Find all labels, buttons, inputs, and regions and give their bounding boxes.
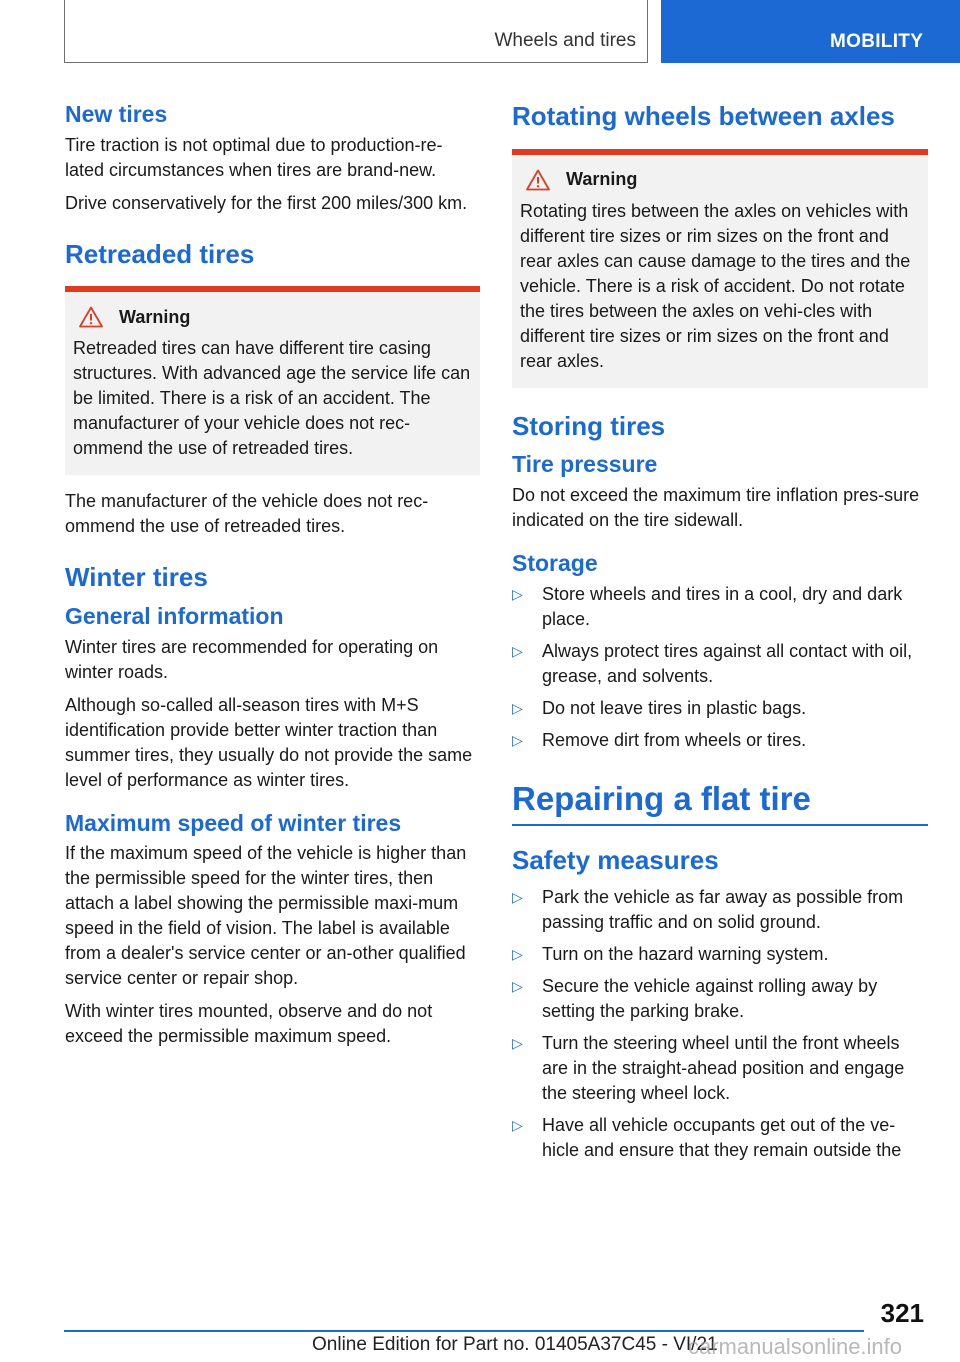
general-information-heading: General information xyxy=(65,602,284,629)
rotating-warning-title: Warning xyxy=(566,169,638,189)
triangle-bullet-icon: ▷ xyxy=(512,642,523,659)
left-column xyxy=(65,100,480,1057)
triangle-bullet-icon: ▷ xyxy=(512,699,523,716)
new-tires-paragraph-2: Drive conservatively for the first 200 miles/300 km. xyxy=(65,192,468,213)
winter-paragraph-4: With winter tires mounted, observe and do not exceed the permissible maximum speed. xyxy=(65,1001,433,1047)
list-item xyxy=(512,1113,928,1163)
safety-measures-heading: Safety measures xyxy=(512,845,719,876)
repairing-flat-tire-heading: Repairing a flat tire xyxy=(512,779,928,827)
storing-tires-heading: Storing tires xyxy=(512,410,666,441)
watermark: carmanualsonline.info xyxy=(688,1334,903,1359)
page-number: 321 xyxy=(880,1298,924,1328)
right-column xyxy=(512,100,928,1171)
footer-edition: Online Edition for Part no. 01405A37C45 - VI/21 xyxy=(312,1334,718,1355)
rotating-warning-text: Rotating tires between the axles on vehicles with different tire sizes or rim sizes on the front and rear axles can cause damage to the tires and the vehicle. There is a risk of accident. Do not rotate the tires between the axles on vehi-cles with different tire sizes or rim sizes on the front and rear axles. xyxy=(520,200,911,371)
list-item xyxy=(512,728,928,753)
list-item-text: Secure the vehicle against rolling away by setting the parking brake. xyxy=(542,975,878,1021)
list-item-text: Always protect tires against all contact with oil, grease, and solvents. xyxy=(542,640,913,686)
list-item-text: Park the vehicle as far away as possible from passing traffic and on solid ground. xyxy=(542,886,904,932)
tire-pressure-heading: Tire pressure xyxy=(512,451,658,477)
triangle-bullet-icon: ▷ xyxy=(512,731,523,748)
list-item xyxy=(512,582,928,632)
winter-paragraph-1: Winter tires are recommended for operating on winter roads. xyxy=(65,636,439,682)
list-item xyxy=(512,639,928,689)
rotating-warning-box xyxy=(512,149,928,388)
retreaded-warning-header xyxy=(73,306,472,328)
rotating-wheels-heading: Rotating wheels between axles xyxy=(512,101,895,131)
list-item xyxy=(512,696,928,721)
warning-triangle-icon xyxy=(526,169,550,191)
warning-triangle-icon xyxy=(79,306,103,328)
list-item xyxy=(512,942,928,967)
header-title: Wheels and tires xyxy=(494,30,636,51)
winter-paragraph-3: If the maximum speed of the vehicle is higher than the permissible speed for the winter tires, then attach a label showing the permissible maxi-mum speed in the field of vision. The label is available from a dealer's service center or an-other qualified service center or repair shop. xyxy=(65,843,467,989)
triangle-bullet-icon: ▷ xyxy=(512,888,523,905)
winter-paragraph-2: Although so-called all-season tires with M+S identification provide better winter traction than summer tires, they usually do not provide the same level of performance as winter tires. xyxy=(65,694,473,790)
header-section-tab xyxy=(661,0,960,63)
storage-heading: Storage xyxy=(512,549,598,576)
list-item-text: Store wheels and tires in a cool, dry and dark place. xyxy=(542,583,903,629)
retreaded-tires-heading: Retreaded tires xyxy=(65,238,255,269)
list-item-text: Remove dirt from wheels or tires. xyxy=(542,729,807,750)
maximum-speed-heading: Maximum speed of winter tires xyxy=(65,809,402,836)
triangle-bullet-icon: ▷ xyxy=(512,1034,523,1051)
new-tires-heading: New tires xyxy=(65,101,168,127)
triangle-bullet-icon: ▷ xyxy=(512,977,523,994)
list-item-text: Turn on the hazard warning system. xyxy=(542,943,829,964)
list-item-text: Turn the steering wheel until the front wheels are in the straight-ahead position and engage the steering wheel lock. xyxy=(542,1032,905,1103)
list-item xyxy=(512,1031,928,1106)
triangle-bullet-icon: ▷ xyxy=(512,585,523,602)
footer-divider xyxy=(64,1330,864,1332)
triangle-bullet-icon: ▷ xyxy=(512,1116,523,1133)
retreaded-warning-text: Retreaded tires can have different tire casing structures. With advanced age the service life can be limited. There is a risk of an accident. The manufacturer of your vehicle does not rec-ommend the use of retreaded tires. xyxy=(73,338,471,459)
retreaded-warning-box xyxy=(65,286,480,475)
list-item-text: Do not leave tires in plastic bags. xyxy=(542,697,807,718)
tire-pressure-paragraph: Do not exceed the maximum tire inflation pres-sure indicated on the tire sidewall. xyxy=(512,484,920,530)
winter-tires-heading: Winter tires xyxy=(65,562,208,593)
list-item-text: Have all vehicle occupants get out of the ve-hicle and ensure that they remain outside the xyxy=(542,1114,902,1160)
safety-list xyxy=(512,885,928,1163)
new-tires-paragraph-1: Tire traction is not optimal due to production-re-lated circumstances when tires are brand-new. xyxy=(65,134,443,180)
list-item xyxy=(512,974,928,1024)
rotating-warning-header xyxy=(520,169,920,191)
list-item xyxy=(512,885,928,935)
header-section-label: MOBILITY xyxy=(830,31,924,52)
triangle-bullet-icon: ▷ xyxy=(512,945,523,962)
retreaded-warning-title: Warning xyxy=(119,306,191,327)
retreaded-paragraph: The manufacturer of the vehicle does not rec-ommend the use of retreaded tires. xyxy=(65,491,429,537)
storage-list xyxy=(512,582,928,753)
